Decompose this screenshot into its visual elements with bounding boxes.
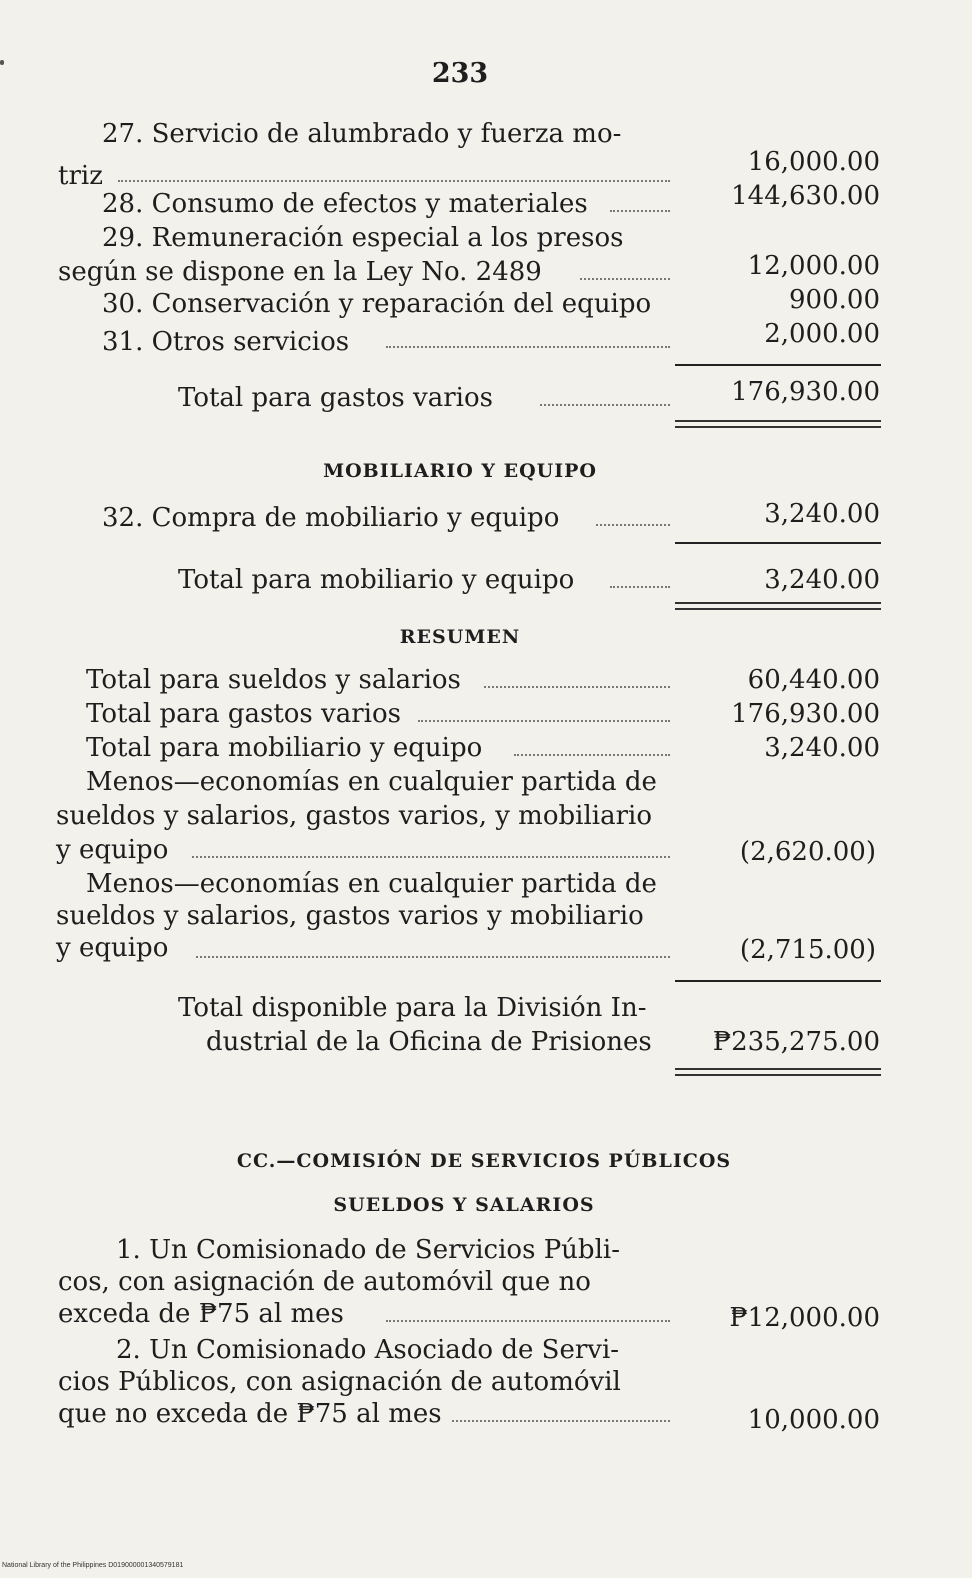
menos-1-line3: y equipo <box>56 835 169 865</box>
mobiliario-total-label: Total para mobiliario y equipo <box>178 565 575 595</box>
leader-dots <box>192 856 670 858</box>
menos-2-line3: y equipo <box>56 933 169 963</box>
leader-dots <box>386 1320 670 1322</box>
resumen-sueldos-amount: 60,440.00 <box>747 665 880 695</box>
leader-dots <box>610 586 670 588</box>
menos-1-line1: Menos—economías en cualquier partida de <box>86 767 657 797</box>
leader-dots <box>196 956 670 958</box>
total-double-rule <box>675 1068 881 1076</box>
resumen-gastos-label: Total para gastos varios <box>86 699 401 729</box>
gastos-total-amount: 176,930.00 <box>731 377 880 407</box>
leader-dots <box>610 210 670 212</box>
item-27-line2: triz <box>58 161 103 191</box>
item-29-amount: 12,000.00 <box>747 251 880 281</box>
page-number: 233 <box>431 58 489 89</box>
comision-item-2-line3: que no exceda de ₱75 al mes <box>58 1399 442 1429</box>
subtotal-rule <box>675 364 881 366</box>
section-heading-comision: CC.—COMISIÓN DE SERVICIOS PÚBLICOS <box>236 1150 732 1172</box>
item-30-label: 30. Conservación y reparación del equipo <box>102 289 652 319</box>
resumen-gastos-amount: 176,930.00 <box>731 699 880 729</box>
subtotal-rule <box>675 542 881 544</box>
item-29-line2: según se dispone en la Ley No. 2489 <box>58 257 542 287</box>
resumen-mobiliario-amount: 3,240.00 <box>764 733 880 763</box>
item-27-amount: 16,000.00 <box>747 147 880 177</box>
resumen-sueldos-label: Total para sueldos y salarios <box>86 665 461 695</box>
menos-1-amount: (2,620.00) <box>739 837 876 867</box>
item-31-label: 31. Otros servicios <box>102 327 350 357</box>
menos-2-amount: (2,715.00) <box>739 935 876 965</box>
leader-dots <box>118 180 670 182</box>
resumen-mobiliario-label: Total para mobiliario y equipo <box>86 733 483 763</box>
leader-dots <box>452 1420 670 1422</box>
grand-total-amount: ₱235,275.00 <box>712 1027 880 1057</box>
library-footer: National Library of the Philippines D019000001340579181 <box>2 1562 184 1569</box>
menos-2-line2: sueldos y salarios, gastos varios y mobiliario <box>56 901 644 931</box>
gastos-total-label: Total para gastos varios <box>178 383 493 413</box>
grand-total-line1: Total disponible para la División In- <box>178 993 647 1023</box>
comision-item-2-line2: cios Públicos, con asignación de automóvil <box>58 1367 621 1397</box>
menos-2-line1: Menos—economías en cualquier partida de <box>86 869 657 899</box>
leader-dots <box>484 686 670 688</box>
comision-item-2-amount: 10,000.00 <box>747 1405 880 1435</box>
comision-item-1-amount: ₱12,000.00 <box>729 1303 880 1333</box>
comision-item-1-line1: 1. Un Comisionado de Servicios Públi- <box>116 1235 620 1265</box>
subtotal-rule <box>675 980 881 982</box>
comision-item-1-line3: exceda de ₱75 al mes <box>58 1299 344 1329</box>
total-double-rule <box>675 602 881 610</box>
leader-dots <box>596 524 670 526</box>
menos-1-line2: sueldos y salarios, gastos varios, y mobiliario <box>56 801 652 831</box>
section-heading-mobiliario: MOBILIARIO Y EQUIPO <box>323 460 597 482</box>
total-double-rule <box>675 420 881 428</box>
comision-item-2-line1: 2. Un Comisionado Asociado de Servi- <box>116 1335 620 1365</box>
item-31-amount: 2,000.00 <box>764 319 880 349</box>
leader-dots <box>386 346 670 348</box>
mobiliario-total-amount: 3,240.00 <box>764 565 880 595</box>
leader-dots <box>514 754 670 756</box>
leader-dots <box>418 720 670 722</box>
item-28-amount: 144,630.00 <box>731 181 880 211</box>
grand-total-line2: dustrial de la Oficina de Prisiones <box>206 1027 652 1057</box>
leader-dots <box>540 404 670 406</box>
item-27-line1: 27. Servicio de alumbrado y fuerza mo- <box>102 119 622 149</box>
item-28-label: 28. Consumo de efectos y materiales <box>102 189 588 219</box>
leader-dots <box>580 278 670 280</box>
comision-item-1-line2: cos, con asignación de automóvil que no <box>58 1267 591 1297</box>
item-32-label: 32. Compra de mobiliario y equipo <box>102 503 560 533</box>
item-30-amount: 900.00 <box>789 285 880 315</box>
item-32-amount: 3,240.00 <box>764 499 880 529</box>
section-heading-resumen: RESUMEN <box>399 626 521 648</box>
item-29-line1: 29. Remuneración especial a los presos <box>102 223 624 253</box>
section-subheading-sueldos: SUELDOS Y SALARIOS <box>333 1194 595 1216</box>
